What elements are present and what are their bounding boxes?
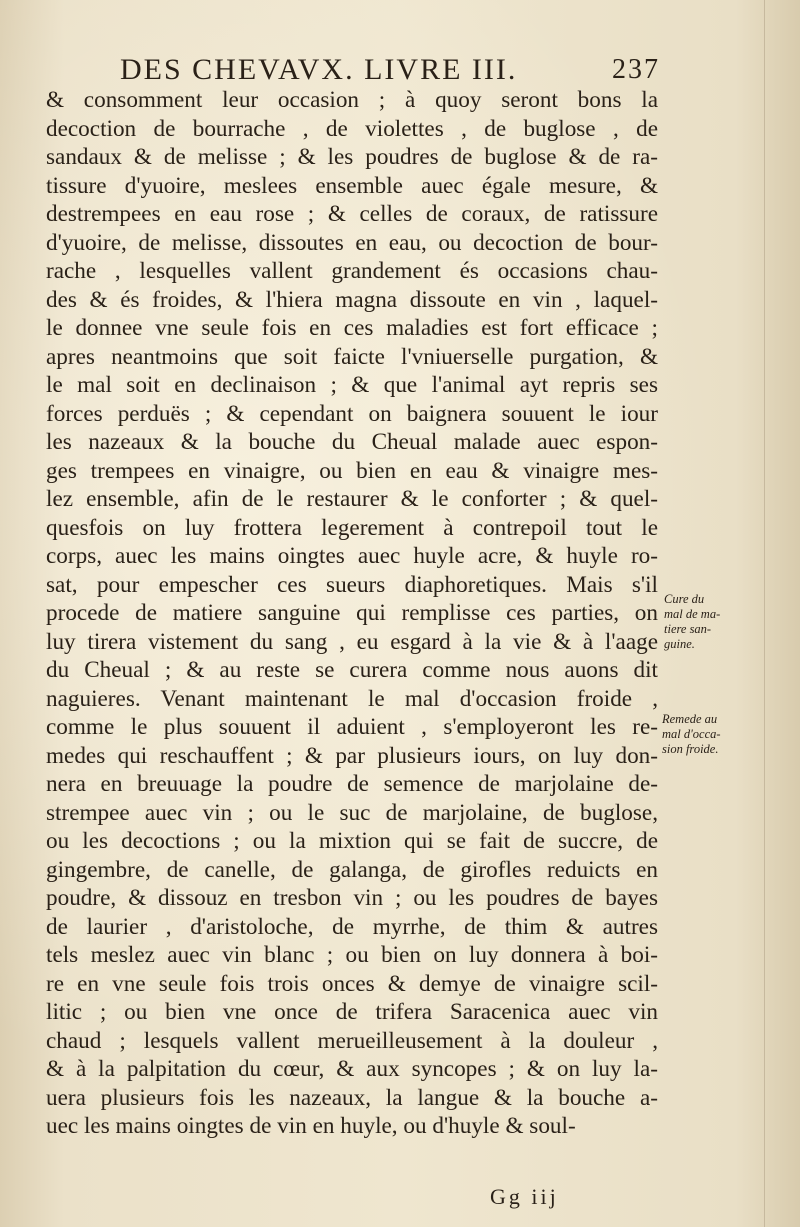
text-line: nera en breuuage la poudre de semence de marjolaine de- [46,771,658,797]
text-line: tels meslez auec vin blanc ; ou bien on luy donnera à boi- [46,942,658,968]
marginal-note-line: Remede au [662,712,718,726]
text-line: du Cheual ; & au reste se curera comme nous auons dit [46,657,658,683]
text-line: d'yuoire, de melisse, dissoutes en eau, ou decoction de bour- [46,229,658,256]
text-line: uera plusieurs fois les nazeaux, la langue & la bouche a- [46,1084,658,1111]
text-line: & consomment leur occasion ; à quoy seront bons la [46,87,658,113]
text-line: decoction de bourrache , de violettes , de buglose , de [46,115,658,142]
text-line: ges trempees en vinaigre, ou bien en eau & vinaigre mes- [46,457,658,484]
text-line: chaud ; lesquels vallent merueilleusement à la douleur , [46,1027,658,1054]
marginal-note-line: mal de ma- [664,607,721,621]
text-line: sat, pour empescher ces sueurs diaphoretiques. Mais s'il [46,571,658,598]
marginal-note-line: guine. [664,637,695,651]
marginal-note-line: sion froide. [662,742,719,756]
text-line: ou les decoctions ; ou la mixtion qui se fait de succre, de [46,828,658,854]
text-line: apres neantmoins que soit faicte l'vniuerselle purgation, & [46,343,658,370]
text-line: le mal soit en declinaison ; & que l'animal ayt repris ses [46,372,658,398]
text-line: procede de matiere sanguine qui remplisse ces parties, on [46,600,658,626]
text-line: forces perduës ; & cependant on baignera souuent le iour [46,400,658,427]
marginal-note-line: mal d'occa- [662,727,721,741]
text-line: luy tirera vistement du sang , eu esgard à la vie & à l'aage [46,628,658,655]
page-edge-line [764,0,765,1227]
body-text [46,86,658,1141]
marginal-note-line: tiere san- [664,622,712,636]
text-line: lez ensemble, afin de le restaurer & le conforter ; & quel- [46,486,658,512]
text-line: & à la palpitation du cœur, & aux syncopes ; & on luy la- [46,1056,658,1082]
text-line: naguieres. Venant maintenant le mal d'occasion froide , [46,685,658,712]
marginal-note-remede [662,712,721,757]
text-line: re en vne seule fois trois onces & demye de vinaigre scil- [46,970,658,997]
text-line: des & és froides, & l'hiera magna dissoute en vin , laquel- [46,286,658,313]
text-line: litic ; ou bien vne once de trifera Saracenica auec vin [46,999,658,1025]
text-line: les nazeaux & la bouche du Cheual malade auec espon- [46,429,658,455]
text-line: comme le plus souuent il aduient , s'employeront les re- [46,714,658,740]
text-line: strempee auec vin ; ou le suc de marjolaine, de buglose, [46,799,658,826]
running-title: DES CHEVAVX. LIVRE III. [120,53,518,86]
signature-mark: Gg iij [490,1184,559,1209]
text-line: poudre, & dissouz en tresbon vin ; ou les poudres de bayes [46,885,658,911]
text-line: gingembre, de canelle, de galanga, de girofles reduicts en [46,856,658,883]
marginal-note-cure [664,592,720,652]
text-line: destrempees en eau rose ; & celles de coraux, de ratissure [46,201,658,227]
text-line: le donnee vne seule fois en ces maladies est fort efficace ; [46,315,658,341]
text-line: sandaux & de melisse ; & les poudres de buglose & de ra- [46,144,658,170]
marginal-note-line: Cure du [664,592,705,606]
text-line: medes qui reschauffent ; & par plusieurs iours, on luy don- [46,742,658,769]
text-line: quesfois on luy frottera legerement à contrepoil tout le [46,514,658,541]
text-line: de laurier , d'aristoloche, de myrrhe, de thim & autres [46,913,658,940]
text-line: corps, auec les mains oingtes auec huyle acre, & huyle ro- [46,543,658,569]
text-line: rache , lesquelles vallent grandement és occasions chau- [46,258,658,284]
text-line: uec les mains oingtes de vin en huyle, ou d'huyle & soul- [46,1113,576,1139]
text-line: tissure d'yuoire, meslees ensemble auec égale mesure, & [46,172,658,199]
page-number: 237 [612,54,660,85]
running-header [120,50,660,90]
